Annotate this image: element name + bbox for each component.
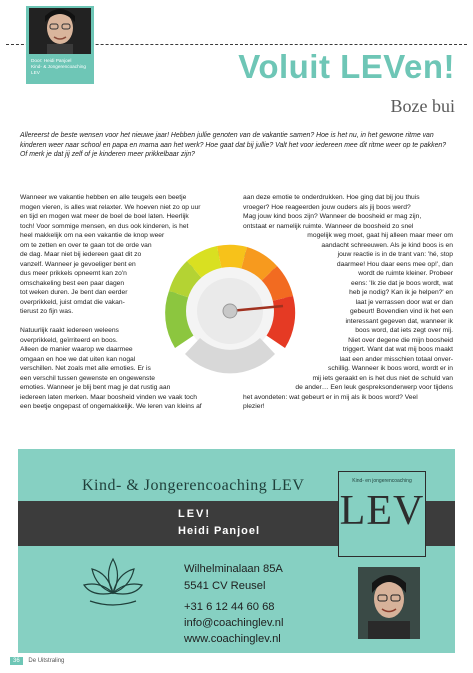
- author-caption: [31, 58, 97, 76]
- text-line: en tijd en mogen wat meer de boel de boel laten. Heerlijk: [20, 213, 189, 220]
- text-line: aandacht schreeuwen. Als je kind boos is en: [321, 241, 453, 249]
- text-line: wordt de ruimte kleiner. Probeer: [358, 270, 453, 277]
- ad-title: Kind- & Jongerencoaching LEV: [82, 477, 305, 494]
- text-line: het avondeten: wat gebeurt er in mij als ik boos word? Veel: [243, 393, 418, 401]
- text-line: tierust zo fijn was.: [20, 308, 74, 315]
- text-line: ontstaat er namelijk ruimte. Wanneer de boosheid zo snel: [243, 222, 414, 230]
- ad-address-line-1: Wilhelminalaan 85A: [184, 563, 283, 575]
- ad-logo-mark: LEV: [339, 488, 425, 534]
- ad-website-link[interactable]: www.coachinglev.nl: [184, 633, 281, 645]
- text-line: vanzelf. Wanneer je gevoeliger bent en: [20, 260, 136, 268]
- text-line: een verschil tussen gewenste en ongewenste: [20, 374, 155, 382]
- text-line: boos word, dat iets zegt over mij.: [355, 327, 453, 334]
- ad-person-name: Heidi Panjoel: [178, 525, 261, 537]
- text-line: omschakeling best een paar dagen: [20, 279, 125, 287]
- ad-portrait-photo: [358, 567, 420, 639]
- text-line: overprikkeld, geïrriteerd en boos.: [20, 336, 118, 344]
- text-line: verschillen. Net zoals met alle emoties. Er is: [20, 365, 151, 372]
- text-line: toch! Voor sommige mensen, en dus ook kinderen, is het: [20, 222, 189, 230]
- text-line: dus meer prikkels opneemt kan zo'n: [20, 270, 127, 277]
- ad-email-link[interactable]: info@coachinglev.nl: [184, 617, 284, 629]
- ad-logo: [338, 471, 426, 557]
- author-line-2: Kind- & Jongerencoaching: [31, 64, 86, 69]
- anger-gauge-illustration: [155, 236, 305, 386]
- article-intro: Allereerst de beste wensen voor het nieuwe jaar! Hebben jullie genoten van de vakantie samen? Hoe is het nu, in het gewone ritme van kinderen weer naar school en papa en mama aan het werk? Hoe gaat dat bij jullie? Valt het voor iedereen mee dit ritme weer op te pakken? Of merk je dat jij zelf of je kinderen meer prikkelbaar zijn?: [20, 132, 447, 159]
- author-line-3: LEV: [31, 70, 40, 75]
- text-line: heel makkelijk om na een vakantie de knop weer: [20, 232, 165, 239]
- text-line: plezier!: [243, 403, 265, 410]
- text-line: gebeurt! Bovendien vind ik het een: [350, 308, 453, 315]
- text-line: mogen vieren, is alles wat relaxter. We hoeven niet zo op uur: [20, 203, 201, 211]
- text-line: een beetje ongepast of ongemakkelijk. We leren van kleins af: [20, 403, 202, 410]
- text-line: interessant gegeven dat, wanneer ik: [345, 317, 453, 325]
- text-line: laat je verrassen door wat er dan: [355, 298, 453, 306]
- page-number: 36: [10, 657, 23, 665]
- text-line: Wanneer we vakantie hebben en alle teugels een beetje: [20, 194, 187, 201]
- text-line: tot weken duren. Je bent dan eerder: [20, 289, 128, 296]
- text-line: de dag. Maar niet bij iedereen gaat dit zo: [20, 251, 142, 258]
- text-line: laat een ander misschien totaal onver-: [339, 355, 453, 363]
- text-line: iedereen laten merken. Maar boosheid vinden we vaak toch: [20, 393, 197, 401]
- text-line: eens: 'Ik zie dat je boos wordt, wat: [350, 279, 453, 287]
- text-line: heb je nodig? Kan ik je helpen?' en: [349, 289, 453, 296]
- article-title: Voluit LEVen!: [238, 48, 455, 85]
- text-line: Alleen de manier waarop we daarmee: [20, 346, 133, 353]
- text-line: schillig. Wanneer ik boos word, wordt er in: [327, 365, 453, 372]
- text-line: triggert. Want dat wat mij boos maakt: [342, 346, 453, 353]
- text-line: aan deze emotie te onderdrukken. Hoe ging dat bij jou thuis: [243, 194, 420, 201]
- text-line: overprikkeld, juist omdat die vakan-: [20, 298, 125, 306]
- author-badge: [26, 6, 94, 84]
- ad-phone[interactable]: +31 6 12 44 60 68: [184, 601, 275, 613]
- text-line: de ander… Een leuk gespreksonderwerp voor tijdens: [295, 384, 453, 391]
- text-line: emoties. Wanneer je blij bent mag je dat rustig aan: [20, 384, 171, 391]
- text-line: daarmee! Hou daar eens mee op!', dan: [336, 260, 453, 268]
- author-line-1: Door: Heidi Panjoel: [31, 58, 72, 63]
- text-line: mogelijk weg moet, gaat hij alleen maar meer om: [307, 232, 453, 239]
- author-photo: [29, 8, 91, 54]
- advertisement: [18, 449, 455, 653]
- lotus-icon: [82, 553, 144, 613]
- text-line: Mag jouw kind boos zijn? Wanneer de boosheid er mag zijn,: [243, 213, 422, 220]
- article-subtitle: Boze bui: [390, 96, 455, 116]
- text-line: jouw reactie is in de trant van: 'hé, stop: [337, 251, 453, 258]
- page-footer: [10, 657, 64, 665]
- ad-address-line-2: 5541 CV Reusel: [184, 580, 266, 592]
- text-line: Natuurlijk raakt iedereen weleens: [20, 327, 119, 334]
- text-line: omgaan en hoe we dat uiten kan nogal: [20, 355, 136, 363]
- ad-lev-label: LEV!: [178, 508, 212, 520]
- text-line: om te zetten en over te gaan tot de orde van: [20, 241, 152, 249]
- text-line: Niet over degene die mijn boosheid: [348, 336, 453, 344]
- text-line: vroeger? Hoe reageerden jouw ouders als jij boos werd?: [243, 203, 411, 211]
- ad-logo-subtitle: Kind- en jongerencoaching: [352, 478, 412, 484]
- text-line: mij iets geraakt en is het dus niet de schuld van: [312, 374, 453, 382]
- magazine-name: De Uitstraling: [28, 658, 65, 664]
